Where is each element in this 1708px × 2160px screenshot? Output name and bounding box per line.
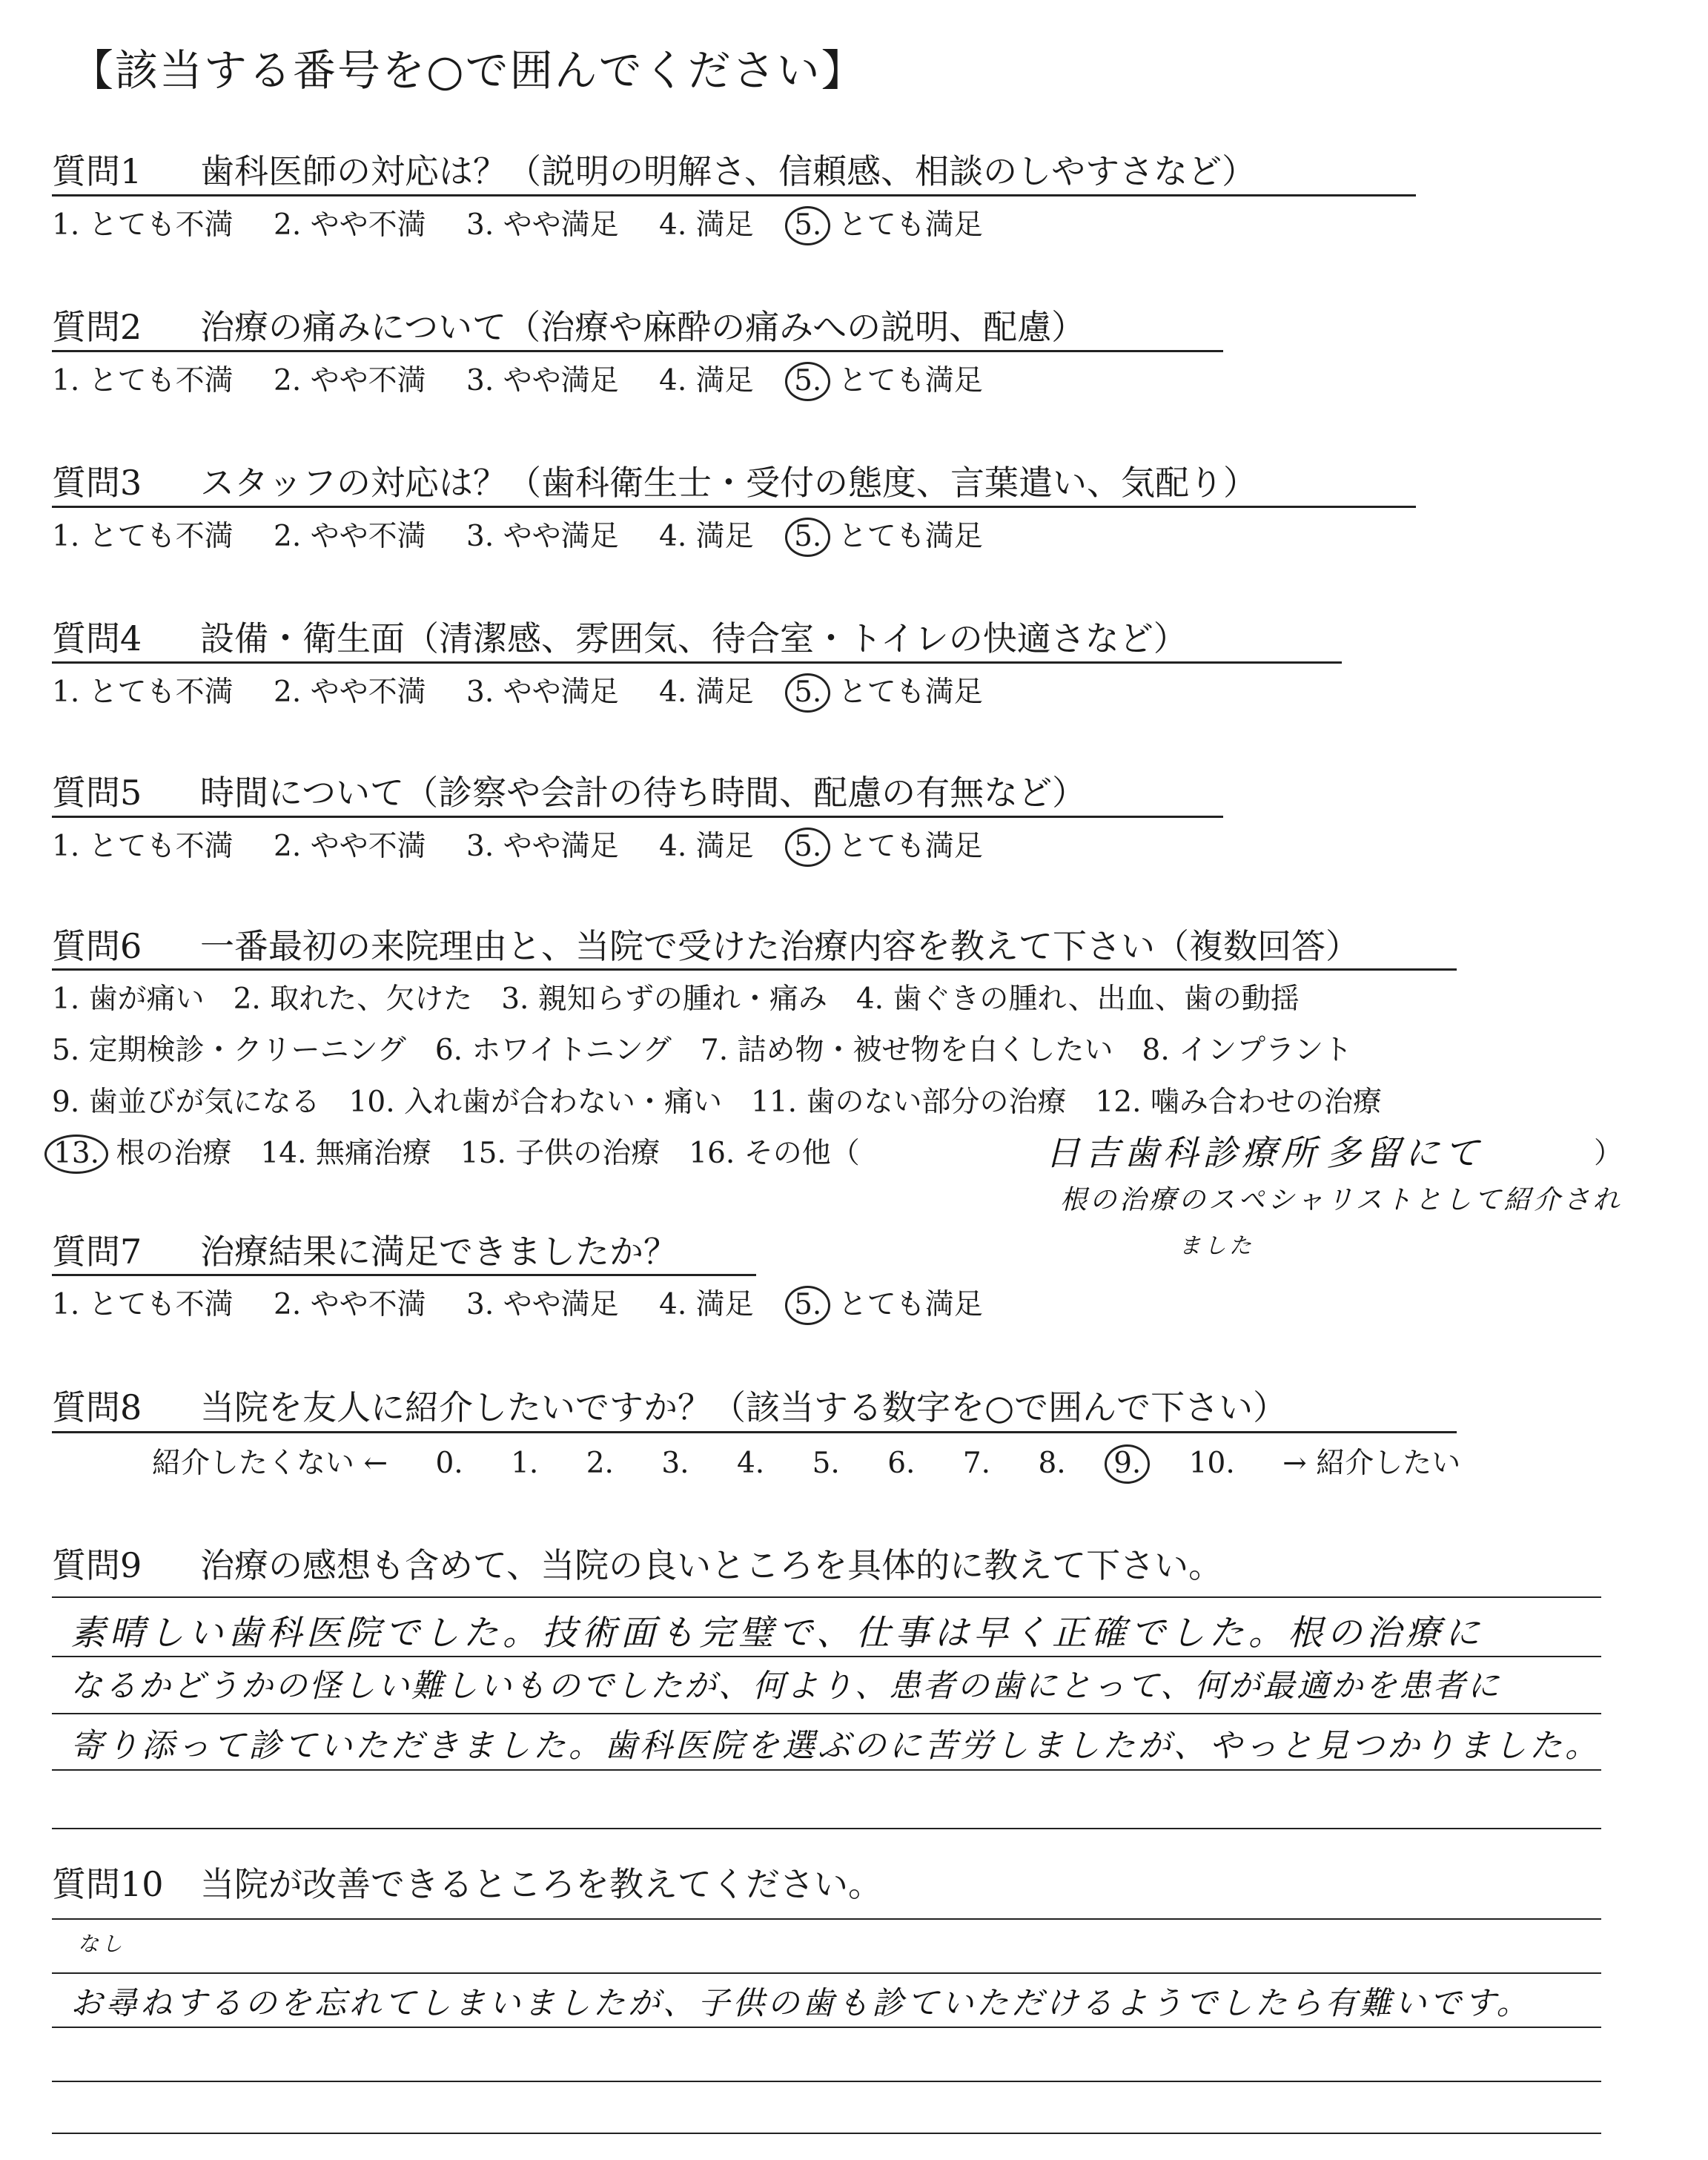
option-4[interactable]: 4. 満足: [659, 520, 754, 553]
selected-option-13[interactable]: 13.: [44, 1135, 108, 1174]
question-9-title: [52, 1539, 1222, 1588]
question-text: 当院を友人に紹介したいですか？（該当する数字を○で囲んで下さい）: [200, 1387, 1288, 1427]
q6-handwritten-note-line-1: 根の治療のスペシャリストとして紹介され: [1060, 1185, 1623, 1215]
option-2[interactable]: 2. やや不満: [274, 830, 426, 863]
option-5-label[interactable]: とても満足: [838, 830, 983, 863]
selected-answer[interactable]: 5.: [785, 828, 830, 867]
question-text: スタッフの対応は？（歯科衛生士・受付の態度、言葉遣い、気配り）: [200, 463, 1257, 503]
scale-0[interactable]: 0.: [435, 1447, 463, 1480]
answer-line: [52, 2027, 1601, 2028]
option-3[interactable]: 3. やや満足: [466, 520, 619, 553]
option-1[interactable]: 1. とても不満: [52, 520, 234, 553]
reason-options-line-4: [44, 1130, 860, 1172]
question-5-underline: [52, 816, 1223, 818]
selected-answer[interactable]: 5.: [785, 362, 830, 401]
option-2[interactable]: 2. やや不満: [274, 520, 426, 553]
option-2[interactable]: 2. やや不満: [274, 208, 426, 242]
question-number: 質問7: [52, 1232, 142, 1272]
option-4[interactable]: 4. 満足: [659, 676, 754, 709]
selected-answer[interactable]: 5.: [785, 673, 830, 713]
question-8-title: [52, 1381, 1287, 1430]
reason-options-line-3[interactable]: 9. 歯並びが気になる 10. 入れ歯が合わない・痛い 11. 歯のない部分の治療 12. 噛み合わせの治療: [52, 1086, 1382, 1119]
question-number: 質問1: [52, 151, 142, 191]
question-4-underline: [52, 661, 1342, 664]
question-1-options: [52, 202, 983, 243]
option-1[interactable]: 1. とても不満: [52, 208, 234, 242]
question-5-options: [52, 823, 983, 865]
answer-line: [52, 1828, 1601, 1829]
question-number: 質問2: [52, 307, 142, 347]
reason-options-rest[interactable]: 根の治療 14. 無痛治療 15. 子供の治療 16. その他（: [116, 1137, 860, 1170]
answer-line: [52, 1918, 1601, 1920]
question-4-title: [52, 612, 1188, 661]
question-1-underline: [52, 194, 1416, 196]
option-5-label[interactable]: とても満足: [838, 1288, 983, 1321]
q6-handwritten-note-line-2: ました: [1179, 1233, 1254, 1259]
other-clinic-tail: 多留にて: [1326, 1133, 1483, 1174]
other-clinic-name: 日吉歯科診療所: [1045, 1133, 1320, 1174]
option-3[interactable]: 3. やや満足: [466, 364, 619, 397]
question-text: 時間について（診察や会計の待ち時間、配慮の有無など）: [200, 773, 1087, 813]
question-2-title: [52, 300, 1085, 349]
answer-line: [52, 1972, 1601, 1974]
question-number: 質問5: [52, 773, 142, 813]
option-1[interactable]: 1. とても不満: [52, 830, 234, 863]
scale-5[interactable]: 5.: [812, 1447, 840, 1480]
option-4[interactable]: 4. 満足: [659, 364, 754, 397]
option-1[interactable]: 1. とても不満: [52, 676, 234, 709]
question-number: 質問9: [52, 1545, 142, 1585]
question-7-options: [52, 1281, 983, 1323]
scale-4[interactable]: 4.: [736, 1447, 765, 1480]
scale-6[interactable]: 6.: [887, 1447, 916, 1480]
question-10-title: [52, 1857, 882, 1906]
scale-1[interactable]: 1.: [511, 1447, 539, 1480]
scale-3[interactable]: 3.: [661, 1447, 689, 1480]
answer-line: [52, 1656, 1601, 1657]
reason-options-line-1[interactable]: 1. 歯が痛い 2. 取れた、欠けた 3. 親知らずの腫れ・痛み 4. 歯ぐきの腫れ、出血、歯の動揺: [52, 982, 1300, 1016]
option-2[interactable]: 2. やや不満: [274, 676, 426, 709]
other-close-paren: ）: [1594, 1137, 1623, 1170]
question-3-title: [52, 456, 1257, 505]
recommend-scale: [152, 1440, 1460, 1482]
answer-line: [52, 2081, 1601, 2082]
question-7-title: [52, 1225, 678, 1274]
scale-9-selected[interactable]: 9.: [1105, 1444, 1150, 1484]
option-1[interactable]: 1. とても不満: [52, 1288, 234, 1321]
selected-answer[interactable]: 5.: [785, 518, 830, 557]
question-number: 質問6: [52, 926, 142, 966]
question-8-underline: [52, 1431, 1457, 1433]
option-5-label[interactable]: とても満足: [838, 364, 983, 397]
answer-line: [52, 1769, 1601, 1771]
option-5-label[interactable]: とても満足: [838, 208, 983, 242]
question-1-title: [52, 145, 1256, 194]
question-text: 治療の感想も含めて、当院の良いところを具体的に教えて下さい。: [200, 1545, 1223, 1585]
option-3[interactable]: 3. やや満足: [466, 208, 619, 242]
option-3[interactable]: 3. やや満足: [466, 1288, 619, 1321]
option-3[interactable]: 3. やや満足: [466, 676, 619, 709]
question-number: 質問4: [52, 618, 142, 658]
scale-8[interactable]: 8.: [1038, 1447, 1066, 1480]
answer-line: [52, 1713, 1601, 1714]
scale-left-label: 紹介したくない ←: [152, 1447, 388, 1480]
answer-line: [52, 2133, 1601, 2134]
option-2[interactable]: 2. やや不満: [274, 1288, 426, 1321]
option-2[interactable]: 2. やや不満: [274, 364, 426, 397]
option-4[interactable]: 4. 満足: [659, 208, 754, 242]
question-number: 質問10: [52, 1864, 164, 1904]
scale-right-label: → 紹介したい: [1282, 1447, 1461, 1480]
q10-answer-line: お尋ねするのを忘れてしまいましたが、子供の歯も診ていただけるようでしたら有難いです。: [70, 1985, 1532, 2022]
question-7-underline: [52, 1274, 756, 1276]
option-4[interactable]: 4. 満足: [659, 830, 754, 863]
question-6-title: [52, 919, 1360, 968]
question-text: 一番最初の来院理由と、当院で受けた治療内容を教えて下さい（複数回答）: [200, 926, 1360, 966]
option-5-label[interactable]: とても満足: [838, 520, 983, 553]
question-4-options: [52, 669, 983, 710]
scale-7[interactable]: 7.: [962, 1447, 991, 1480]
selected-answer[interactable]: 5.: [785, 1286, 830, 1325]
question-number: 質問3: [52, 463, 142, 503]
question-number: 質問8: [52, 1387, 142, 1427]
q9-answer-line-2: なるかどうかの怪しい難しいものでしたが、何より、患者の歯にとって、何が最適かを患者に: [70, 1668, 1502, 1705]
option-1[interactable]: 1. とても不満: [52, 364, 234, 397]
q10-small-note: なし: [78, 1932, 126, 1956]
scale-10[interactable]: 10.: [1188, 1447, 1235, 1480]
question-text: 歯科医師の対応は？（説明の明解さ、信頼感、相談のしやすさなど）: [200, 151, 1257, 191]
question-text: 設備・衛生面（清潔感、雰囲気、待合室・トイレの快適さなど）: [200, 618, 1188, 658]
reason-options-line-2[interactable]: 5. 定期検診・クリーニング 6. ホワイトニング 7. 詰め物・被せ物を白くしたい 8. インプラント: [52, 1034, 1353, 1067]
scale-2[interactable]: 2.: [586, 1447, 614, 1480]
q9-answer-line-1: 素晴しい歯科医院でした。技術面も完璧で、仕事は早く正確でした。根の治療に: [70, 1613, 1485, 1654]
option-4[interactable]: 4. 満足: [659, 1288, 754, 1321]
question-6-underline: [52, 968, 1457, 971]
selected-answer[interactable]: 5.: [785, 206, 830, 245]
question-text: 当院が改善できるところを教えてください。: [200, 1864, 882, 1904]
q9-answer-line-3: 寄り添って診ていただきました。歯科医院を選ぶのに苦労しましたが、やっと見つかりました。: [70, 1727, 1601, 1765]
option-3[interactable]: 3. やや満足: [466, 830, 619, 863]
question-text: 治療の痛みについて（治療や麻酔の痛みへの説明、配慮）: [200, 307, 1086, 347]
question-2-options: [52, 357, 983, 399]
answer-line: [52, 1596, 1601, 1598]
question-3-options: [52, 513, 983, 555]
form-header: 【該当する番号を○で囲んでください】: [70, 45, 866, 96]
question-2-underline: [52, 350, 1223, 352]
question-text: 治療結果に満足できましたか？: [200, 1232, 678, 1272]
question-3-underline: [52, 506, 1416, 508]
option-5-label[interactable]: とても満足: [838, 676, 983, 709]
other-handwritten-answer: [1045, 1126, 1483, 1175]
question-5-title: [52, 766, 1086, 815]
